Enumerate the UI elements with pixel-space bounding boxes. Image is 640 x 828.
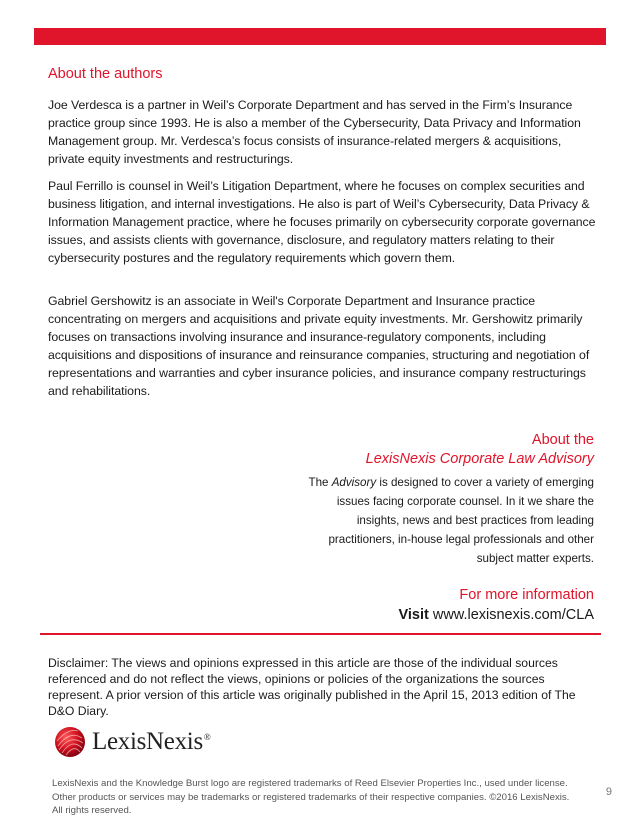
author-bio-gershowitz: Gabriel Gershowitz is an associate in Weil's Corporate Department and Insurance practice concentrating on mergers and acquisitions and private equity investments. Mr. Gershowitz primarily focuses on transactions involving insurance and insurance-regulatory components, including acquisitions and dispositions of insurance and reinsurance companies, structuring and negotiation of representations and warranties and cyber insurance policies, and insurance company restructurings and rehabilitations. — [48, 294, 590, 398]
advisory-description — [294, 473, 594, 568]
more-info-heading: For more information — [459, 587, 594, 603]
visit-url-link[interactable]: www.lexisnexis.com/CLA — [428, 607, 594, 623]
advisory-heading-line2: LexisNexis Corporate Law Advisory — [365, 451, 594, 467]
registered-mark: ® — [203, 731, 211, 742]
page-number: 9 — [605, 786, 612, 798]
visit-line — [398, 605, 594, 625]
about-authors-heading: About the authors — [48, 66, 163, 82]
trademark-footer: LexisNexis and the Knowledge Burst logo are registered trademarks of Reed Elsevier Properties Inc., used under license. Other products or services may be trademarks or registered trademarks of their respective companies. ©2016 LexisNexis. All rights reserved. — [52, 778, 570, 816]
more-info-block — [398, 586, 594, 625]
logo-wordmark — [92, 728, 210, 756]
divider-rule — [40, 633, 601, 635]
advisory-block — [294, 431, 594, 568]
advisory-body-prefix: The — [308, 476, 332, 489]
disclaimer-text: Disclaimer: The views and opinions expressed in this article are those of the individual sources referenced and do not reflect the views, opinions or policies of the organizations the sources represent. A prior version of this article was originally published in the April 15, 2013 edition of The D&O Diary. — [48, 656, 576, 718]
advisory-body-italic: Advisory — [331, 476, 377, 489]
advisory-heading-line1: About the — [531, 432, 594, 448]
visit-label: Visit — [398, 607, 429, 623]
knowledge-burst-icon — [54, 726, 86, 758]
lexisnexis-logo — [54, 724, 210, 760]
logo-wordmark-text: LexisNexis — [92, 728, 203, 755]
header-bar — [34, 28, 606, 45]
author-bio-verdesca: Joe Verdesca is a partner in Weil’s Corporate Department and has served in the Firm’s Insurance practice group since 1993. He is also a member of the Cybersecurity, Data Privacy and Information Management group. Mr. Verdesca’s focus consists of insurance-related mergers & acquisitions, private equity investments and restructurings. — [48, 98, 581, 166]
advisory-body-rest: is designed to cover a variety of emerging issues facing corporate counsel. In it we share the insights, news and best practices from leading practitioners, in-house legal professionals and other subject matter experts. — [328, 476, 594, 565]
author-bio-ferrillo: Paul Ferrillo is counsel in Weil’s Litigation Department, where he focuses on complex securities and business litigation, and internal investigations. He also is part of Weil’s Cybersecurity, Data Privacy & Information Management practice, where he focuses primarily on cybersecurity corporate governance issues, and assists clients with governance, disclosure, and regulatory matters relating to their cybersecurity postures and the regulatory requirements which govern them. — [48, 179, 596, 265]
